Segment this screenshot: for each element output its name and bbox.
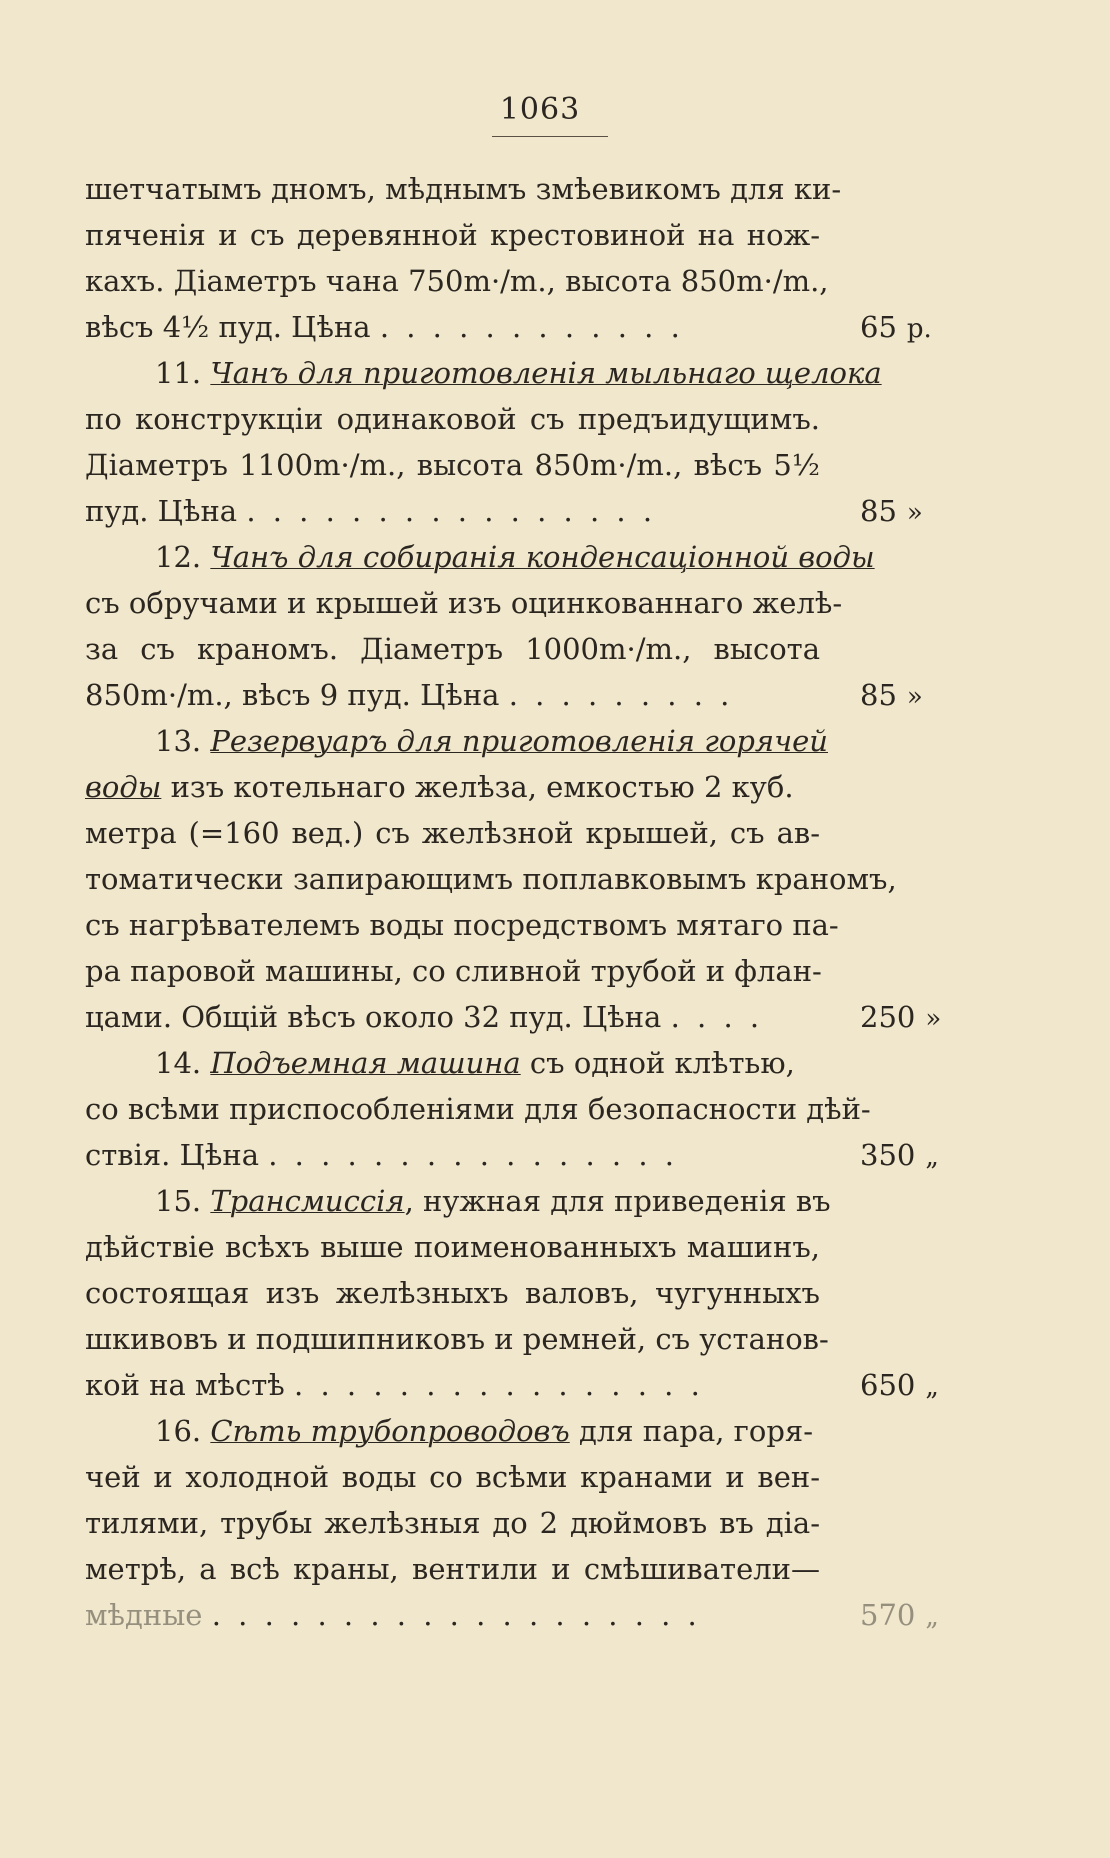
item-number: 12. [155,540,202,574]
line-text: для пара, горя- [569,1414,813,1448]
text-line: кахъ. Діаметръ чана 750m·/m., высота 850m·/m., [85,264,829,298]
price-amount: 85 [860,494,897,528]
text-line: съ нагрѣвателемъ воды посредствомъ мятаго па- [85,908,839,942]
text-line: дѣйствіе всѣхъ выше поименованныхъ машинъ, [85,1230,820,1264]
line-text: изъ котельнаго желѣза, емкостью 2 куб. [170,770,794,804]
item-title: Чанъ для собиранія конденсаціонной воды [210,540,875,574]
item-number: 15. [155,1184,202,1218]
text-line: съ обручами и крышей изъ оцинкованнаго желѣ- [85,586,843,620]
item-title: Чанъ для приготовленія мыльнаго щелока [210,356,882,390]
line-text: мѣдные [85,1598,203,1632]
price-line [85,1132,820,1178]
dot-leader: . . . . . . . . . . . . . . . . [246,494,657,528]
item-number: 13. [155,724,202,758]
text-line: чей и холодной воды со всѣми кранами и вен- [85,1460,820,1494]
price-unit: „ [925,1602,939,1632]
dot-leader: . . . . . . . . . [508,678,734,712]
price-line [85,994,820,1040]
item-title: Подъемная машина [210,1046,521,1080]
item-title: Трансмиссія [210,1184,405,1218]
price-unit: » [925,1004,942,1034]
price-unit: „ [925,1372,939,1402]
price [860,304,980,350]
line-text: пуд. Цѣна [85,494,238,528]
text-line: шкивовъ и подшипниковъ и ремней, съ установ- [85,1322,829,1356]
item-heading [155,350,882,396]
price-unit: р. [906,314,932,344]
price-unit: » [906,682,923,712]
text-line: ра паровой машины, со сливной трубой и флан- [85,954,822,988]
text-line: Діаметръ 1100m·/m., высота 850m·/m., вѣсъ 5½ [85,448,820,482]
price-line [85,672,820,718]
line-text: ствія. Цѣна [85,1138,260,1172]
dot-leader: . . . . . . . . . . . . [379,310,684,344]
price-amount: 250 [860,1000,916,1034]
dot-leader: . . . . . . . . . . . . . . . . [268,1138,679,1172]
price [860,488,980,534]
item-title-continued: воды [85,770,162,804]
text-line [85,764,820,810]
line-text: вѣсъ 4½ пуд. Цѣна [85,310,371,344]
line-text: кой на мѣстѣ [85,1368,285,1402]
item-heading [155,1178,831,1224]
text-line: томатически запирающимъ поплавковымъ краномъ, [85,862,897,896]
text-line: шетчатымъ дномъ, мѣднымъ змѣевикомъ для ки- [85,172,842,206]
text-line: за съ краномъ. Діаметръ 1000m·/m., высота [85,632,820,666]
text-line: метра (=160 вед.) съ желѣзной крышей, съ ав- [85,816,820,850]
dot-leader: . . . . . . . . . . . . . . . . [294,1368,704,1402]
page-number-rule [492,136,608,137]
item-title: Резервуаръ для приготовленія горячей [210,724,828,758]
line-text: цами. Общій вѣсъ около 32 пуд. Цѣна [85,1000,662,1034]
item-number: 14. [155,1046,202,1080]
price-amount: 650 [860,1368,916,1402]
item-heading [155,534,875,580]
line-text: , нужная для приведенія въ [404,1184,831,1218]
price [860,1362,980,1408]
price-amount: 65 [860,310,897,344]
price-line [85,1592,820,1638]
price [860,1132,980,1178]
price-unit: » [906,498,923,528]
price [860,994,980,1040]
text-line: состоящая изъ желѣзныхъ валовъ, чугунныхъ [85,1276,820,1310]
price-amount: 85 [860,678,897,712]
price [860,1592,980,1638]
price-line [85,1362,820,1408]
price-amount: 570 [860,1598,916,1632]
text-line: метрѣ, а всѣ краны, вентили и смѣшиватели— [85,1552,820,1586]
price-amount: 350 [860,1138,916,1172]
text-line: со всѣми приспособленіями для безопасности дѣй- [85,1092,871,1126]
line-text: съ одной клѣтью, [520,1046,795,1080]
dot-leader: . . . . [670,1000,764,1034]
page-number: 1063 [499,92,581,127]
text-line: пяченія и съ деревянной крестовиной на нож- [85,218,820,252]
dot-leader: . . . . . . . . . . . . . . . . . . . [211,1598,701,1632]
item-heading [155,1040,820,1086]
price-unit: „ [925,1142,939,1172]
price-line [85,304,820,350]
price-line [85,488,820,534]
item-number: 16. [155,1414,202,1448]
item-heading [155,718,828,764]
price [860,672,980,718]
item-title: Сѣть трубопроводовъ [210,1414,570,1448]
text-line: по конструкціи одинаковой съ предъидущимъ. [85,402,820,436]
item-number: 11. [155,356,202,390]
line-text: 850m·/m., вѣсъ 9 пуд. Цѣна [85,678,500,712]
item-heading [155,1408,820,1454]
text-line: тилями, трубы желѣзныя до 2 дюймовъ въ діа- [85,1506,820,1540]
